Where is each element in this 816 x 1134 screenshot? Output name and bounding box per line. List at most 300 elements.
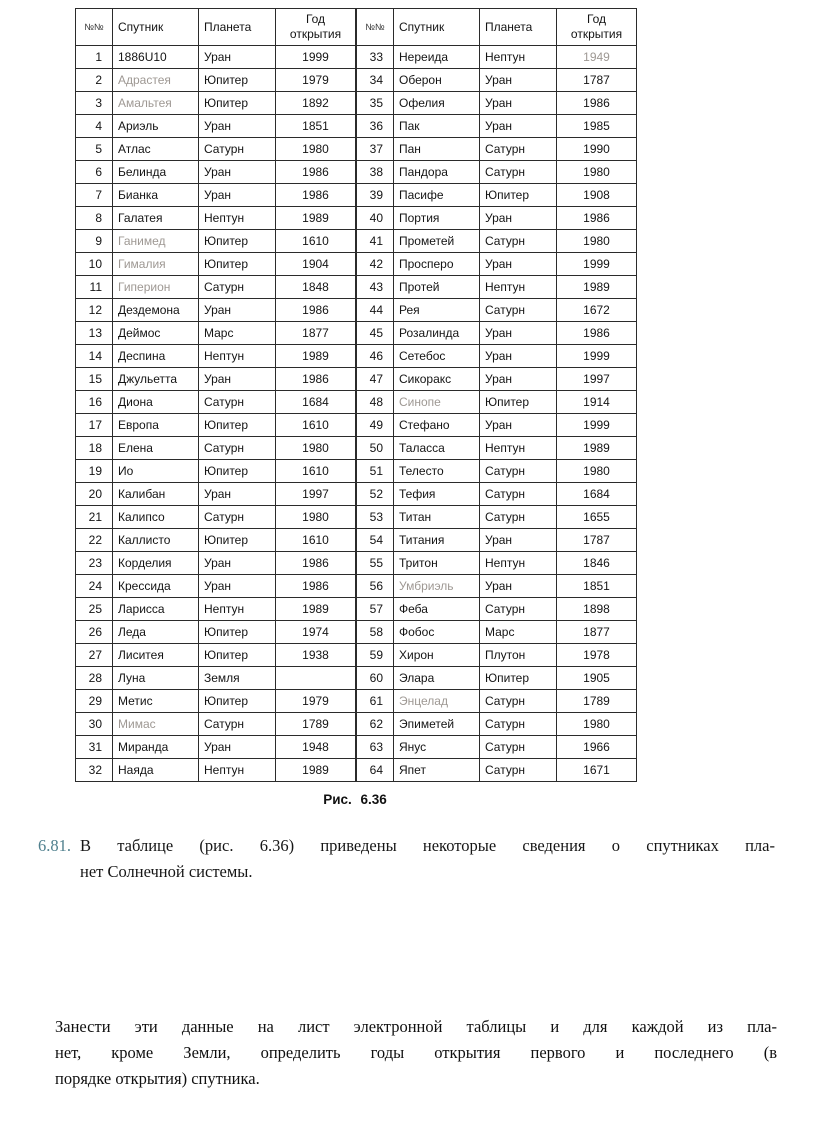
row-number: 40	[357, 207, 394, 230]
planet-name: Юпитер	[480, 667, 557, 690]
planet-name: Уран	[480, 414, 557, 437]
table-row	[76, 345, 356, 368]
discovery-year: 1877	[276, 322, 356, 345]
table-row	[357, 368, 637, 391]
planet-name: Нептун	[199, 598, 276, 621]
satellite-name: Просперо	[394, 253, 480, 276]
row-number: 31	[76, 736, 113, 759]
planet-name: Сатурн	[199, 276, 276, 299]
discovery-year: 1980	[276, 437, 356, 460]
row-number: 39	[357, 184, 394, 207]
column-header-satellite: Спутник	[113, 9, 199, 46]
row-number: 43	[357, 276, 394, 299]
table-row	[76, 368, 356, 391]
row-number: 56	[357, 575, 394, 598]
row-number: 11	[76, 276, 113, 299]
exercise-text	[80, 833, 775, 885]
row-number: 19	[76, 460, 113, 483]
discovery-year: 1980	[276, 138, 356, 161]
row-number: 32	[76, 759, 113, 782]
planet-name: Сатурн	[480, 506, 557, 529]
column-header-planet: Планета	[199, 9, 276, 46]
satellite-table-right	[356, 8, 637, 782]
table-row	[76, 483, 356, 506]
row-number: 4	[76, 115, 113, 138]
satellite-name: Оберон	[394, 69, 480, 92]
table-row	[76, 391, 356, 414]
satellite-name: Сетебос	[394, 345, 480, 368]
satellite-name: Стефано	[394, 414, 480, 437]
discovery-year: 1989	[276, 207, 356, 230]
discovery-year: 1974	[276, 621, 356, 644]
row-number: 18	[76, 437, 113, 460]
table-row	[357, 506, 637, 529]
table-row	[76, 92, 356, 115]
column-header-year	[557, 9, 637, 46]
discovery-year: 1999	[276, 46, 356, 69]
satellite-name: Элара	[394, 667, 480, 690]
planet-name: Сатурн	[199, 391, 276, 414]
exercise-paragraph	[38, 833, 775, 885]
discovery-year: 1999	[557, 253, 637, 276]
table-row	[357, 253, 637, 276]
discovery-year: 1980	[276, 506, 356, 529]
header-row	[76, 9, 356, 46]
table-row	[76, 598, 356, 621]
column-header-planet: Планета	[480, 9, 557, 46]
table-row	[357, 184, 637, 207]
table-body-left	[76, 46, 356, 782]
planet-name: Сатурн	[480, 161, 557, 184]
discovery-year: 1989	[557, 276, 637, 299]
discovery-year: 1904	[276, 253, 356, 276]
table-row	[357, 483, 637, 506]
planet-name: Плутон	[480, 644, 557, 667]
satellite-name: Пак	[394, 115, 480, 138]
table-row	[357, 598, 637, 621]
satellite-name: Умбриэль	[394, 575, 480, 598]
planet-name: Земля	[199, 667, 276, 690]
planet-name: Уран	[199, 46, 276, 69]
row-number: 7	[76, 184, 113, 207]
column-header-year-line1: Год	[586, 12, 607, 26]
planet-name: Уран	[480, 115, 557, 138]
planet-name: Уран	[480, 207, 557, 230]
table-row	[357, 644, 637, 667]
discovery-year: 1905	[557, 667, 637, 690]
row-number: 25	[76, 598, 113, 621]
discovery-year: 1999	[557, 414, 637, 437]
row-number: 12	[76, 299, 113, 322]
satellite-name: Каллисто	[113, 529, 199, 552]
row-number: 26	[76, 621, 113, 644]
planet-name: Уран	[199, 552, 276, 575]
discovery-year: 1851	[557, 575, 637, 598]
satellite-name: Наяда	[113, 759, 199, 782]
discovery-year: 1999	[557, 345, 637, 368]
satellite-name: Рея	[394, 299, 480, 322]
satellite-name: Амальтея	[113, 92, 199, 115]
discovery-year: 1989	[276, 759, 356, 782]
table-row	[76, 667, 356, 690]
discovery-year: 1986	[276, 299, 356, 322]
satellite-name: Эпиметей	[394, 713, 480, 736]
satellite-name: Пасифе	[394, 184, 480, 207]
satellite-table	[75, 8, 637, 782]
satellite-table-left	[75, 8, 356, 782]
discovery-year: 1979	[276, 690, 356, 713]
satellite-name: Дездемона	[113, 299, 199, 322]
table-row	[76, 575, 356, 598]
satellite-name: Таласса	[394, 437, 480, 460]
discovery-year: 1789	[276, 713, 356, 736]
satellite-name: Ларисса	[113, 598, 199, 621]
column-header-year	[276, 9, 356, 46]
planet-name: Сатурн	[480, 759, 557, 782]
satellite-name: Мимас	[113, 713, 199, 736]
planet-name: Сатурн	[480, 598, 557, 621]
table-row	[76, 437, 356, 460]
satellite-name: Диона	[113, 391, 199, 414]
discovery-year: 1986	[557, 207, 637, 230]
discovery-year: 1914	[557, 391, 637, 414]
table-row	[76, 414, 356, 437]
planet-name: Юпитер	[480, 184, 557, 207]
satellite-name: Ганимед	[113, 230, 199, 253]
row-number: 53	[357, 506, 394, 529]
satellite-name: Янус	[394, 736, 480, 759]
satellite-name: Синопе	[394, 391, 480, 414]
table-row	[357, 345, 637, 368]
table-row	[76, 69, 356, 92]
table-row	[357, 552, 637, 575]
row-number: 52	[357, 483, 394, 506]
satellite-name: 1886U10	[113, 46, 199, 69]
row-number: 58	[357, 621, 394, 644]
row-number: 30	[76, 713, 113, 736]
row-number: 41	[357, 230, 394, 253]
row-number: 36	[357, 115, 394, 138]
discovery-year: 1985	[557, 115, 637, 138]
satellite-name: Калипсо	[113, 506, 199, 529]
discovery-year: 1989	[557, 437, 637, 460]
row-number: 17	[76, 414, 113, 437]
satellite-name: Леда	[113, 621, 199, 644]
row-number: 54	[357, 529, 394, 552]
table-header	[357, 9, 637, 46]
planet-name: Нептун	[480, 276, 557, 299]
row-number: 44	[357, 299, 394, 322]
satellite-name: Елена	[113, 437, 199, 460]
discovery-year: 1986	[276, 161, 356, 184]
satellite-name: Феба	[394, 598, 480, 621]
table-row	[357, 92, 637, 115]
planet-name: Уран	[199, 115, 276, 138]
table-row	[357, 138, 637, 161]
planet-name: Уран	[199, 368, 276, 391]
row-number: 46	[357, 345, 394, 368]
satellite-name: Деспина	[113, 345, 199, 368]
planet-name: Сатурн	[199, 437, 276, 460]
satellite-name: Фобос	[394, 621, 480, 644]
discovery-year: 1898	[557, 598, 637, 621]
table-row	[357, 69, 637, 92]
discovery-year: 1892	[276, 92, 356, 115]
satellite-name: Ариэль	[113, 115, 199, 138]
planet-name: Юпитер	[199, 644, 276, 667]
planet-name: Сатурн	[480, 690, 557, 713]
table-row	[357, 759, 637, 782]
satellite-name: Метис	[113, 690, 199, 713]
table-row	[76, 276, 356, 299]
discovery-year: 1978	[557, 644, 637, 667]
discovery-year: 1989	[276, 598, 356, 621]
planet-name: Сатурн	[199, 506, 276, 529]
planet-name: Марс	[480, 621, 557, 644]
satellite-name: Портия	[394, 207, 480, 230]
planet-name: Юпитер	[199, 92, 276, 115]
row-number: 8	[76, 207, 113, 230]
planet-name: Нептун	[480, 552, 557, 575]
row-number: 3	[76, 92, 113, 115]
row-number: 61	[357, 690, 394, 713]
table-row	[357, 391, 637, 414]
satellite-name: Сикоракс	[394, 368, 480, 391]
row-number: 24	[76, 575, 113, 598]
table-row	[76, 552, 356, 575]
row-number: 23	[76, 552, 113, 575]
discovery-year: 1986	[557, 322, 637, 345]
planet-name: Уран	[480, 368, 557, 391]
discovery-year: 1684	[276, 391, 356, 414]
table-row	[357, 667, 637, 690]
discovery-year: 1986	[276, 184, 356, 207]
table-row	[76, 322, 356, 345]
satellite-name: Лиситея	[113, 644, 199, 667]
row-number: 55	[357, 552, 394, 575]
satellite-name: Калибан	[113, 483, 199, 506]
row-number: 13	[76, 322, 113, 345]
column-header-number: №№	[76, 9, 113, 46]
planet-name: Уран	[480, 345, 557, 368]
row-number: 22	[76, 529, 113, 552]
planet-name: Сатурн	[480, 230, 557, 253]
table-row	[357, 276, 637, 299]
table-row	[357, 414, 637, 437]
row-number: 34	[357, 69, 394, 92]
row-number: 6	[76, 161, 113, 184]
row-number: 14	[76, 345, 113, 368]
discovery-year: 1980	[557, 460, 637, 483]
satellite-name: Тритон	[394, 552, 480, 575]
row-number: 20	[76, 483, 113, 506]
text-line: В таблице (рис. 6.36) приведены некоторые сведения о спутниках пла-	[80, 836, 775, 855]
table-row	[357, 529, 637, 552]
planet-name: Юпитер	[199, 69, 276, 92]
satellite-name: Япет	[394, 759, 480, 782]
planet-name: Уран	[199, 184, 276, 207]
satellite-name: Деймос	[113, 322, 199, 345]
row-number: 38	[357, 161, 394, 184]
row-number: 28	[76, 667, 113, 690]
discovery-year: 1610	[276, 529, 356, 552]
row-number: 21	[76, 506, 113, 529]
row-number: 62	[357, 713, 394, 736]
table-body-right	[357, 46, 637, 782]
table-row	[76, 138, 356, 161]
discovery-year: 1684	[557, 483, 637, 506]
planet-name: Уран	[199, 299, 276, 322]
planet-name: Юпитер	[199, 460, 276, 483]
row-number: 57	[357, 598, 394, 621]
planet-name: Уран	[199, 736, 276, 759]
planet-name: Сатурн	[480, 460, 557, 483]
planet-name: Сатурн	[480, 713, 557, 736]
discovery-year: 1989	[276, 345, 356, 368]
row-number: 48	[357, 391, 394, 414]
row-number: 50	[357, 437, 394, 460]
row-number: 2	[76, 69, 113, 92]
satellite-name: Розалинда	[394, 322, 480, 345]
discovery-year: 1997	[276, 483, 356, 506]
table-row	[357, 713, 637, 736]
row-number: 37	[357, 138, 394, 161]
discovery-year: 1980	[557, 161, 637, 184]
row-number: 27	[76, 644, 113, 667]
table-row	[357, 575, 637, 598]
planet-name: Уран	[199, 483, 276, 506]
table-row	[357, 161, 637, 184]
discovery-year: 1997	[557, 368, 637, 391]
planet-name: Нептун	[480, 437, 557, 460]
satellite-name: Нереида	[394, 46, 480, 69]
discovery-year: 1787	[557, 69, 637, 92]
discovery-year: 1986	[276, 575, 356, 598]
planet-name: Юпитер	[199, 253, 276, 276]
row-number: 9	[76, 230, 113, 253]
satellite-name: Пандора	[394, 161, 480, 184]
row-number: 49	[357, 414, 394, 437]
row-number: 15	[76, 368, 113, 391]
table-row	[76, 184, 356, 207]
row-number: 45	[357, 322, 394, 345]
satellite-name: Гималия	[113, 253, 199, 276]
planet-name: Уран	[480, 253, 557, 276]
satellite-name: Телесто	[394, 460, 480, 483]
table-row	[76, 529, 356, 552]
table-row	[357, 46, 637, 69]
discovery-year: 1610	[276, 460, 356, 483]
table-row	[76, 299, 356, 322]
table-row	[357, 690, 637, 713]
table-row	[76, 115, 356, 138]
planet-name: Сатурн	[199, 713, 276, 736]
table-row	[357, 322, 637, 345]
planet-name: Сатурн	[480, 299, 557, 322]
discovery-year: 1980	[557, 713, 637, 736]
satellite-name: Протей	[394, 276, 480, 299]
satellite-name: Атлас	[113, 138, 199, 161]
table-row	[76, 713, 356, 736]
column-header-number: №№	[357, 9, 394, 46]
planet-name: Юпитер	[199, 690, 276, 713]
discovery-year: 1789	[557, 690, 637, 713]
planet-name: Юпитер	[199, 414, 276, 437]
exercise-number: 6.81.	[38, 836, 71, 855]
satellite-name: Ио	[113, 460, 199, 483]
table-row	[357, 437, 637, 460]
planet-name: Уран	[480, 529, 557, 552]
satellite-name: Бианка	[113, 184, 199, 207]
planet-name: Нептун	[199, 207, 276, 230]
planet-name: Уран	[480, 69, 557, 92]
discovery-year: 1949	[557, 46, 637, 69]
discovery-year: 1848	[276, 276, 356, 299]
text-line: нет Солнечной системы.	[80, 862, 253, 881]
satellite-name: Гиперион	[113, 276, 199, 299]
row-number: 60	[357, 667, 394, 690]
table-row	[357, 736, 637, 759]
planet-name: Юпитер	[199, 230, 276, 253]
column-header-year-line2: открытия	[570, 27, 623, 41]
satellite-name: Корделия	[113, 552, 199, 575]
row-number: 29	[76, 690, 113, 713]
discovery-year: 1672	[557, 299, 637, 322]
table-row	[76, 736, 356, 759]
row-number: 33	[357, 46, 394, 69]
row-number: 35	[357, 92, 394, 115]
discovery-year: 1846	[557, 552, 637, 575]
satellite-name: Офелия	[394, 92, 480, 115]
row-number: 5	[76, 138, 113, 161]
satellite-name: Белинда	[113, 161, 199, 184]
discovery-year: 1986	[276, 552, 356, 575]
discovery-year: 1610	[276, 230, 356, 253]
text-line: нет, кроме Земли, определить годы открытия первого и последнего (в	[55, 1043, 777, 1062]
discovery-year: 1787	[557, 529, 637, 552]
planet-name: Нептун	[199, 759, 276, 782]
column-header-year-line1: Год	[305, 12, 326, 26]
table-row	[76, 460, 356, 483]
planet-name: Уран	[480, 322, 557, 345]
planet-name: Марс	[199, 322, 276, 345]
satellite-name: Титан	[394, 506, 480, 529]
planet-name: Сатурн	[480, 736, 557, 759]
discovery-year: 1980	[557, 230, 637, 253]
column-header-year-line2: открытия	[289, 27, 342, 41]
row-number: 59	[357, 644, 394, 667]
satellite-name: Луна	[113, 667, 199, 690]
header-row	[357, 9, 637, 46]
satellite-name: Миранда	[113, 736, 199, 759]
satellite-name: Титания	[394, 529, 480, 552]
discovery-year: 1986	[557, 92, 637, 115]
row-number: 63	[357, 736, 394, 759]
row-number: 10	[76, 253, 113, 276]
figure-caption: Рис. 6.36	[323, 792, 387, 807]
text-line: Занести эти данные на лист электронной таблицы и для каждой из пла-	[55, 1017, 777, 1036]
discovery-year: 1908	[557, 184, 637, 207]
discovery-year: 1655	[557, 506, 637, 529]
satellite-name: Энцелад	[394, 690, 480, 713]
table-row	[76, 759, 356, 782]
satellite-name: Крессида	[113, 575, 199, 598]
planet-name: Юпитер	[199, 621, 276, 644]
row-number: 47	[357, 368, 394, 391]
table-row	[357, 207, 637, 230]
table-row	[76, 690, 356, 713]
table-header	[76, 9, 356, 46]
